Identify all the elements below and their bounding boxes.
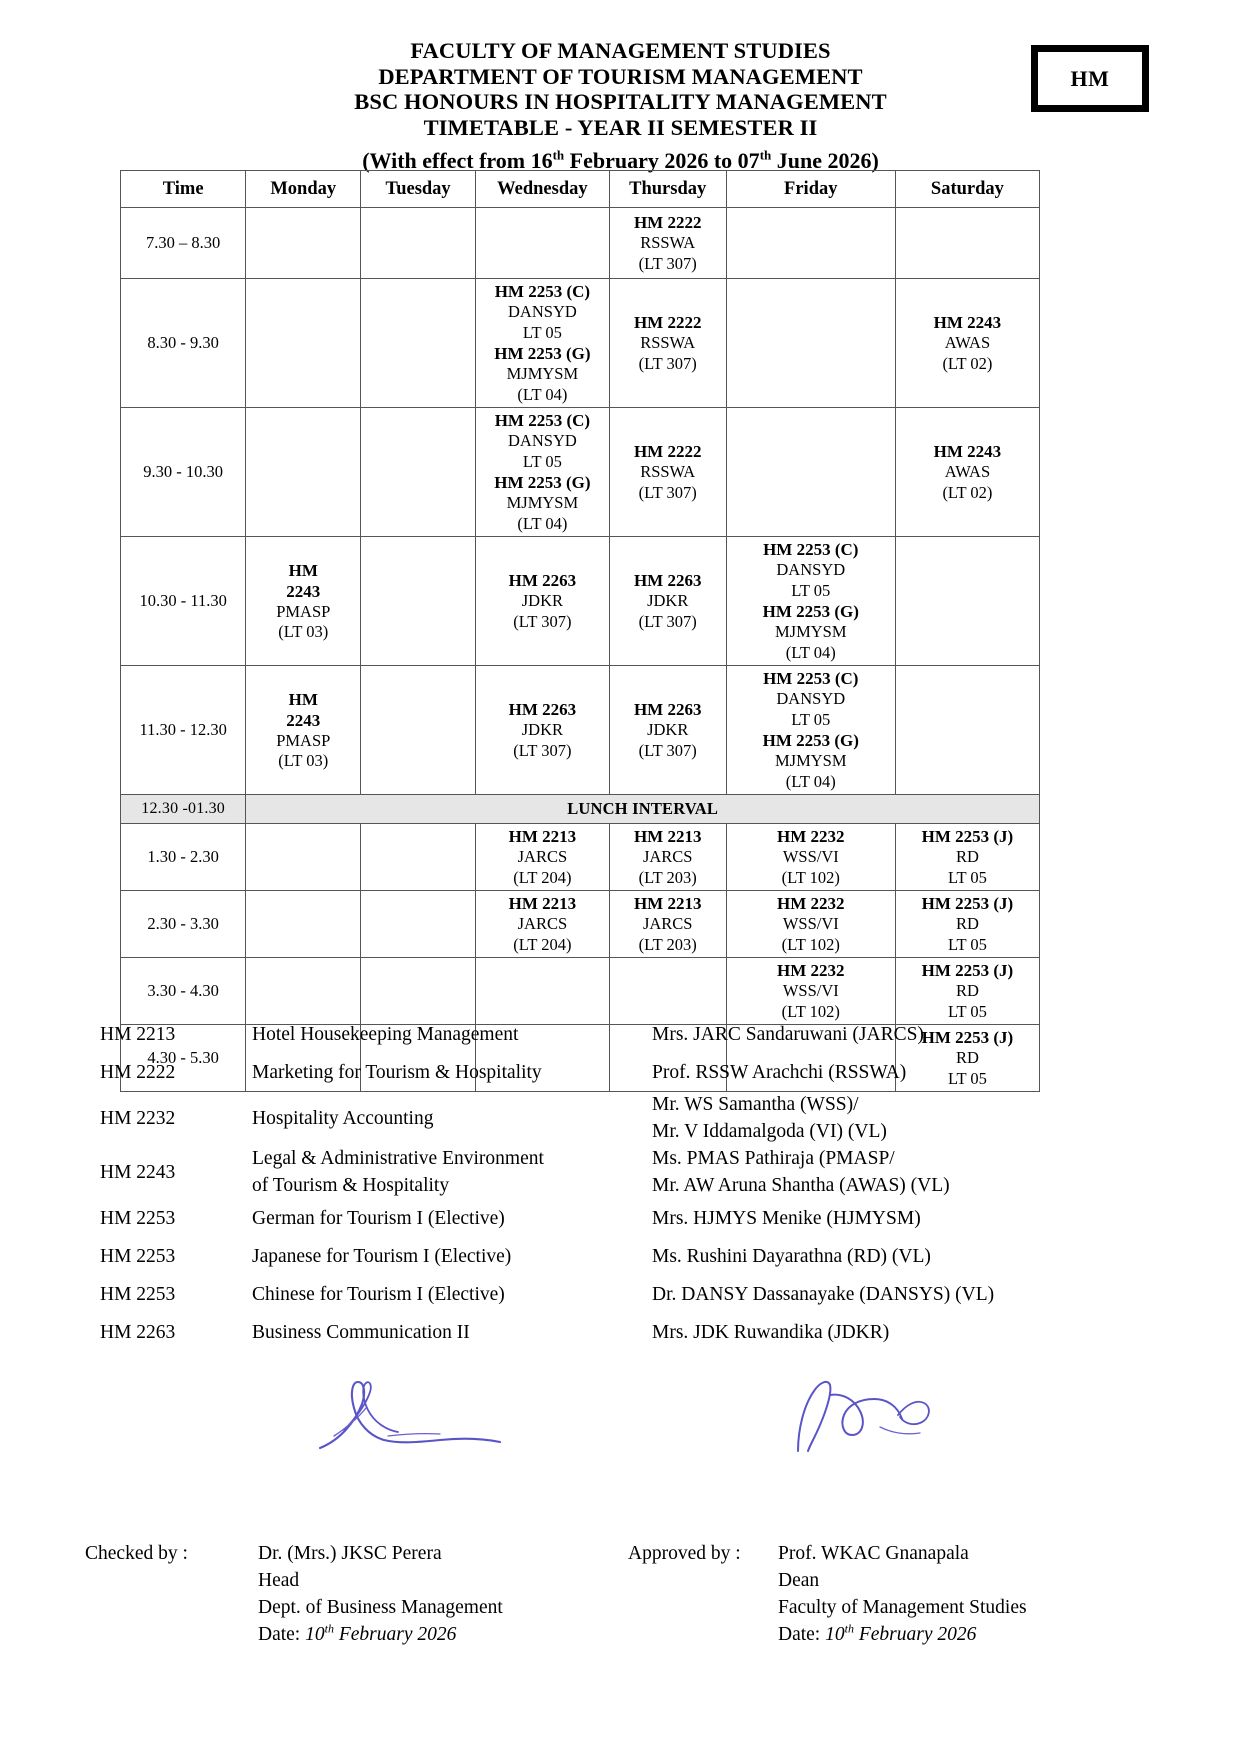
approved-by-block <box>778 1540 1198 1648</box>
lecturer-code: JDKR <box>521 720 564 739</box>
slot-saturday <box>895 279 1039 408</box>
slot-saturday <box>895 666 1039 795</box>
legend-course-title <box>252 1319 652 1346</box>
legend-lecturer <box>652 1091 1110 1145</box>
timetable-container <box>120 170 1040 1092</box>
course-code-line: 2243 <box>286 710 321 730</box>
checked-by-label: Checked by : <box>85 1543 188 1564</box>
legend-row <box>100 1313 1110 1351</box>
slot-friday <box>726 408 895 537</box>
effect-suffix: June 2026) <box>771 148 879 173</box>
course-code: HM 2213 <box>508 894 577 913</box>
degree-title: BSC HONOURS IN HOSPITALITY MANAGEMENT <box>354 89 887 114</box>
course-code: HM 2263 <box>508 571 577 590</box>
course-code: HM 2253 (G) <box>494 473 591 492</box>
course-code: HM 2213 <box>633 827 702 846</box>
room-code: (LT 102) <box>781 1001 840 1021</box>
slot-thursday <box>609 279 726 408</box>
legend-lecturer <box>652 1243 1110 1270</box>
legend-lecturer <box>652 1205 1110 1232</box>
legend-lecturer <box>652 1145 1110 1199</box>
room-code: (LT 204) <box>513 867 572 887</box>
course-code: HM 2243 <box>933 442 1002 461</box>
slot-saturday <box>895 891 1039 958</box>
course-code: HM 2263 <box>633 700 702 719</box>
lecturer-code: RD <box>955 1048 979 1067</box>
approved-by-dept: Faculty of Management Studies <box>778 1597 1027 1618</box>
checked-date-rest: February 2026 <box>333 1624 457 1645</box>
legend-course-code: HM 2253 <box>100 1207 176 1229</box>
legend-lecturer-line: Mr. V Iddamalgoda (VI) (VL) <box>652 1121 887 1142</box>
slot-wednesday <box>476 666 610 795</box>
slot-monday <box>246 824 361 891</box>
legend-lecturer <box>652 1059 1110 1086</box>
room-code: (LT 307) <box>513 611 572 631</box>
course-code-line: HM <box>288 689 318 709</box>
legend-row <box>100 1053 1110 1091</box>
course-code: HM 2253 (C) <box>763 669 859 688</box>
approved-date-day: 10 <box>825 1624 845 1645</box>
slot-saturday <box>895 408 1039 537</box>
room-code: (LT 203) <box>638 934 697 954</box>
time-slot-cell: 8.30 - 9.30 <box>121 279 246 408</box>
approved-by-label: Approved by : <box>628 1543 741 1564</box>
time-slot-cell: 9.30 - 10.30 <box>121 408 246 537</box>
lecturer-code: RD <box>955 981 979 1000</box>
effect-sup-2: th <box>759 147 772 163</box>
slot-monday <box>246 279 361 408</box>
checked-by-date <box>258 1621 588 1648</box>
legend-title-line: Marketing for Tourism & Hospitality <box>252 1061 542 1083</box>
legend-title-line: Chinese for Tourism I (Elective) <box>252 1283 505 1305</box>
slot-friday <box>726 279 895 408</box>
legend-lecturer-line: Ms. Rushini Dayarathna (RD) (VL) <box>652 1245 931 1267</box>
legend-course-title <box>252 1243 652 1270</box>
legend-row <box>100 1091 1110 1145</box>
room-code: (LT 307) <box>638 353 697 373</box>
slot-tuesday <box>361 537 476 666</box>
room-code: (LT 04) <box>517 384 568 404</box>
legend-course-title <box>252 1021 652 1048</box>
lecturer-code: RD <box>955 847 979 866</box>
lecturer-code: AWAS <box>944 333 991 352</box>
room-code: (LT 102) <box>781 867 840 887</box>
course-code: HM 2253 (C) <box>494 282 591 301</box>
lecturer-code: JDKR <box>647 591 689 610</box>
course-code-line: HM <box>288 560 318 580</box>
course-code: HM 2232 <box>777 894 845 913</box>
slot-friday <box>726 824 895 891</box>
course-code: HM 2222 <box>633 213 702 232</box>
course-code: HM 2253 (J) <box>921 894 1014 913</box>
lecturer-code: JARCS <box>517 847 568 866</box>
approved-by-name: Prof. WKAC Gnanapala <box>778 1543 969 1564</box>
timetable-row <box>121 824 1040 891</box>
slot-thursday <box>609 408 726 537</box>
lecturer-code: DANSYD <box>776 689 846 708</box>
room-code: LT 05 <box>947 867 987 887</box>
lecturer-code: JDKR <box>647 720 689 739</box>
effect-sup-1: th <box>552 147 565 163</box>
course-code: HM 2232 <box>777 961 845 980</box>
legend-course-code: HM 2253 <box>100 1283 176 1305</box>
timetable-title: TIMETABLE - YEAR II SEMESTER II <box>423 114 818 140</box>
hm-logo-box <box>1031 45 1149 112</box>
lecturer-code: JARCS <box>642 847 693 866</box>
time-slot-cell: 4.30 - 5.30 <box>121 1025 246 1092</box>
course-code: HM 2253 (G) <box>494 344 591 363</box>
course-code <box>247 560 359 602</box>
faculty-title: FACULTY OF MANAGEMENT STUDIES <box>410 38 831 63</box>
room-code: LT 05 <box>947 1001 987 1021</box>
course-code <box>247 689 359 731</box>
legend-row <box>100 1199 1110 1237</box>
room-code: (LT 307) <box>638 482 697 502</box>
column-header-monday: Monday <box>246 171 361 208</box>
lecturer-code: PMASP <box>276 730 331 750</box>
timetable-row <box>121 208 1040 279</box>
legend-course-title <box>252 1281 652 1308</box>
room-code: LT 05 <box>947 1068 987 1088</box>
lecturer-code: RSSWA <box>640 233 696 252</box>
time-slot-cell: 7.30 – 8.30 <box>121 208 246 279</box>
room-code: (LT 203) <box>638 867 697 887</box>
signature-footer <box>0 1540 1241 1720</box>
column-header-thursday: Thursday <box>609 171 726 208</box>
timetable-body <box>121 208 1040 1092</box>
legend-course-code: HM 2263 <box>100 1321 176 1343</box>
legend-course-code: HM 2222 <box>100 1061 176 1083</box>
slot-monday <box>246 408 361 537</box>
course-code: HM 2253 (J) <box>921 827 1014 846</box>
slot-saturday <box>895 824 1039 891</box>
slot-thursday <box>609 208 726 279</box>
legend-lecturer-line: Mrs. JARC Sandaruwani (JARCS) <box>652 1023 924 1045</box>
timetable-row <box>121 666 1040 795</box>
room-code: LT 05 <box>522 451 562 471</box>
timetable-row <box>121 408 1040 537</box>
legend-title-line: Hotel Housekeeping Management <box>252 1023 519 1045</box>
slot-thursday <box>609 891 726 958</box>
legend-title-line: Business Communication II <box>252 1321 470 1343</box>
course-code: HM 2253 (G) <box>762 731 859 750</box>
column-header-friday: Friday <box>726 171 895 208</box>
legend-course-code: HM 2253 <box>100 1245 176 1267</box>
checked-by-signature <box>300 1370 530 1460</box>
slot-monday <box>246 208 361 279</box>
course-code: HM 2253 (C) <box>494 411 591 430</box>
slot-monday <box>246 891 361 958</box>
course-code: HM 2253 (G) <box>762 602 859 621</box>
room-code: (LT 04) <box>785 771 836 791</box>
room-code: (LT 02) <box>942 353 993 373</box>
room-code: (LT 307) <box>638 253 697 273</box>
legend-lecturer-line: Mr. AW Aruna Shantha (AWAS) (VL) <box>652 1175 950 1196</box>
timetable-table <box>120 170 1040 1092</box>
time-slot-cell: 10.30 - 11.30 <box>121 537 246 666</box>
slot-tuesday <box>361 891 476 958</box>
department-title: DEPARTMENT OF TOURISM MANAGEMENT <box>378 63 863 89</box>
column-header-wednesday: Wednesday <box>476 171 610 208</box>
legend-title-line: of Tourism & Hospitality <box>252 1175 450 1196</box>
approved-date-sup: th <box>844 1621 854 1636</box>
slot-monday <box>246 537 361 666</box>
approved-date-label: Date: <box>778 1624 826 1645</box>
time-slot-cell: 3.30 - 4.30 <box>121 958 246 1025</box>
legend-lecturer-line: Ms. PMAS Pathiraja (PMASP/ <box>652 1148 895 1169</box>
room-code: LT 05 <box>947 934 987 954</box>
column-header-saturday: Saturday <box>895 171 1039 208</box>
timetable-header-row <box>121 171 1040 208</box>
course-code: HM 2243 <box>933 313 1002 332</box>
legend-lecturer-line: Dr. DANSY Dassanayake (DANSYS) (VL) <box>652 1283 995 1305</box>
lecturer-code: RD <box>955 914 979 933</box>
lecturer-code: AWAS <box>944 462 991 481</box>
legend-course-title <box>252 1105 652 1132</box>
checked-by-name: Dr. (Mrs.) JKSC Perera <box>258 1543 442 1564</box>
slot-thursday <box>609 537 726 666</box>
slot-thursday <box>609 824 726 891</box>
room-code: LT 05 <box>791 580 831 600</box>
room-code: (LT 04) <box>517 513 568 533</box>
course-code: HM 2213 <box>508 827 577 846</box>
approved-by-role: Dean <box>778 1570 820 1591</box>
legend-course-title <box>252 1059 652 1086</box>
room-code: (LT 03) <box>278 751 329 770</box>
slot-saturday <box>895 208 1039 279</box>
course-code: HM 2253 (J) <box>921 961 1014 980</box>
slot-wednesday <box>476 279 610 408</box>
legend-row <box>100 1015 1110 1053</box>
slot-friday <box>726 537 895 666</box>
legend-lecturer-line: Prof. RSSW Arachchi (RSSWA) <box>652 1061 907 1083</box>
legend-row <box>100 1237 1110 1275</box>
legend-row <box>100 1145 1110 1199</box>
room-code: LT 05 <box>791 709 831 729</box>
course-code: HM 2222 <box>633 442 702 461</box>
timetable-row <box>121 279 1040 408</box>
course-code: HM 2222 <box>633 313 702 332</box>
slot-wednesday <box>476 208 610 279</box>
lecturer-code: DANSYD <box>508 302 577 321</box>
lunch-time-cell: 12.30 -01.30 <box>121 795 246 824</box>
effect-mid: February 2026 to 07 <box>564 148 760 173</box>
lecturer-code: MJMYSM <box>775 622 847 641</box>
legend-lecturer-line: Mrs. HJMYS Menike (HJMYSM) <box>652 1207 921 1229</box>
lecturer-code: MJMYSM <box>506 364 579 383</box>
legend-row <box>100 1275 1110 1313</box>
legend-course-code: HM 2243 <box>100 1161 176 1183</box>
slot-friday <box>726 208 895 279</box>
legend-title-line: Hospitality Accounting <box>252 1107 434 1129</box>
slot-monday <box>246 666 361 795</box>
lunch-interval-row <box>121 795 1040 824</box>
course-code: HM 2263 <box>633 571 702 590</box>
room-code: (LT 307) <box>638 611 697 631</box>
hm-logo-label: HM <box>1070 65 1110 91</box>
legend-lecturer-line: Mrs. JDK Ruwandika (JDKR) <box>652 1321 890 1343</box>
room-code: (LT 204) <box>513 934 572 954</box>
lecturer-code: DANSYD <box>776 560 846 579</box>
slot-tuesday <box>361 279 476 408</box>
lecturer-code: RSSWA <box>640 333 696 352</box>
course-code: HM 2253 (C) <box>763 540 859 559</box>
checked-date-day: 10 <box>305 1624 325 1645</box>
effect-prefix: (With effect from 16 <box>362 148 553 173</box>
course-code: HM 2253 (J) <box>921 1028 1014 1047</box>
room-code: (LT 307) <box>638 740 697 760</box>
legend-course-code: HM 2232 <box>100 1107 176 1129</box>
course-code-line: 2243 <box>286 581 321 601</box>
legend-title-line: Legal & Administrative Environment <box>252 1148 544 1169</box>
column-header-time: Time <box>121 171 246 208</box>
lecturer-code: JARCS <box>517 914 568 933</box>
slot-saturday <box>895 537 1039 666</box>
lecturer-code: DANSYD <box>508 431 577 450</box>
legend-course-title <box>252 1145 652 1199</box>
course-code: HM 2263 <box>508 700 577 719</box>
legend-lecturer-line: Mr. WS Samantha (WSS)/ <box>652 1094 859 1115</box>
slot-tuesday <box>361 666 476 795</box>
room-code: (LT 102) <box>781 934 840 954</box>
legend-title-line: German for Tourism I (Elective) <box>252 1207 505 1229</box>
time-slot-cell: 11.30 - 12.30 <box>121 666 246 795</box>
lecturer-code: MJMYSM <box>775 751 847 770</box>
timetable-row <box>121 537 1040 666</box>
slot-thursday <box>609 666 726 795</box>
legend-title-line: Japanese for Tourism I (Elective) <box>252 1245 512 1267</box>
slot-wednesday <box>476 824 610 891</box>
approved-by-date <box>778 1621 1198 1648</box>
legend-lecturer <box>652 1021 1110 1048</box>
checked-by-block <box>258 1540 588 1648</box>
course-code: HM 2213 <box>633 894 702 913</box>
slot-tuesday <box>361 208 476 279</box>
course-legend <box>100 1015 1110 1351</box>
room-code: (LT 03) <box>278 622 329 641</box>
room-code: (LT 04) <box>785 642 836 662</box>
timetable-row <box>121 891 1040 958</box>
checked-by-role: Head <box>258 1570 300 1591</box>
slot-wednesday <box>476 408 610 537</box>
legend-course-code: HM 2213 <box>100 1023 176 1045</box>
lecturer-code: WSS/VI <box>782 847 839 866</box>
slot-tuesday <box>361 408 476 537</box>
legend-lecturer <box>652 1281 1110 1308</box>
slot-wednesday <box>476 537 610 666</box>
time-slot-cell: 1.30 - 2.30 <box>121 824 246 891</box>
room-code: (LT 307) <box>513 740 572 760</box>
time-slot-cell: 2.30 - 3.30 <box>121 891 246 958</box>
slot-wednesday <box>476 891 610 958</box>
approved-by-signature <box>780 1365 980 1465</box>
approved-date-rest: February 2026 <box>853 1624 977 1645</box>
lecturer-code: WSS/VI <box>782 914 839 933</box>
legend-course-title <box>252 1205 652 1232</box>
lecturer-code: MJMYSM <box>506 493 579 512</box>
lecturer-code: RSSWA <box>640 462 696 481</box>
room-code: LT 05 <box>522 322 562 342</box>
lunch-label-cell: LUNCH INTERVAL <box>246 795 1040 824</box>
lecturer-code: JDKR <box>521 591 564 610</box>
checked-by-dept: Dept. of Business Management <box>258 1597 503 1618</box>
slot-friday <box>726 891 895 958</box>
legend-lecturer <box>652 1319 1110 1346</box>
column-header-tuesday: Tuesday <box>361 171 476 208</box>
slot-tuesday <box>361 824 476 891</box>
room-code: (LT 02) <box>942 482 993 502</box>
checked-date-label: Date: <box>258 1624 306 1645</box>
slot-friday <box>726 666 895 795</box>
lecturer-code: PMASP <box>276 601 331 621</box>
lecturer-code: WSS/VI <box>782 981 839 1000</box>
checked-date-sup: th <box>324 1621 334 1636</box>
lecturer-code: JARCS <box>642 914 693 933</box>
course-code: HM 2232 <box>777 827 845 846</box>
